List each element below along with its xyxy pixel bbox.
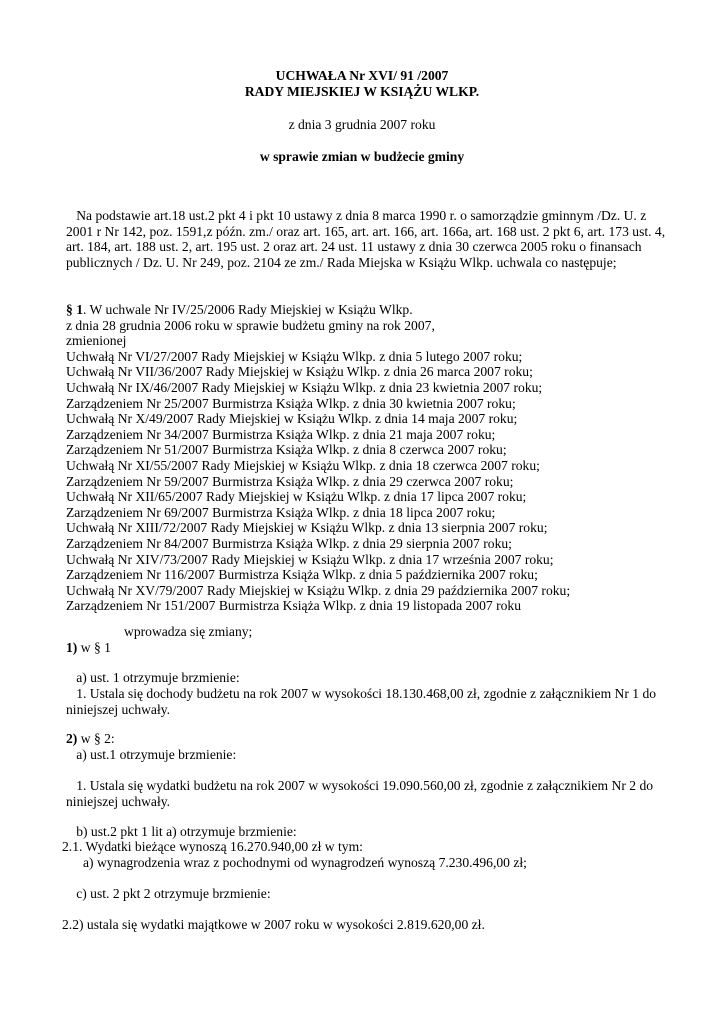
- point-1-ref: w § 1: [77, 640, 111, 655]
- point-2-c-label: c) ust. 2 pkt 2 otrzymuje brzmienie:: [66, 886, 271, 901]
- point-1-marker: 1): [66, 640, 78, 655]
- amendment-line: Uchwałą Nr XI/55/2007 Rady Miejskiej w Książu Wlkp. z dnia 18 czerwca 2007 roku;: [66, 457, 540, 473]
- title-line-2: RADY MIEJSKIEJ W KSIĄŻU WLKP.: [244, 84, 480, 99]
- section-1-intro-text: . W uchwale Nr IV/25/2006 Rady Miejskiej w Książu Wlkp.: [83, 302, 413, 317]
- point-2-c-text: 2.2) ustala się wydatki majątkowe w 2007 roku w wysokości 2.819.620,00 zł.: [62, 917, 485, 932]
- point-1-heading: [66, 640, 666, 656]
- changes-intro: wprowadza się zmiany;: [124, 624, 253, 639]
- section-1: [66, 302, 666, 614]
- amendment-line: Uchwałą Nr VII/36/2007 Rady Miejskiej w Książu Wlkp. z dnia 26 marca 2007 roku;: [66, 364, 533, 380]
- point-2-a-label: a) ust.1 otrzymuje brzmienie:: [66, 747, 237, 762]
- point-2-marker: 2): [66, 731, 78, 746]
- amendment-line: Zarządzeniem Nr 59/2007 Burmistrza Książa Wlkp. z dnia 29 czerwca 2007 roku;: [66, 473, 514, 489]
- amendment-line: Zarządzeniem Nr 69/2007 Burmistrza Książa Wlkp. z dnia 18 lipca 2007 roku;: [66, 504, 496, 520]
- title-line-1: UCHWAŁA Nr XVI/ 91 /2007: [275, 68, 449, 83]
- resolution-subject: w sprawie zmian w budżecie gminy: [259, 149, 465, 164]
- section-1-intro: [66, 302, 666, 318]
- section-marker: § 1: [66, 302, 83, 317]
- point-1-a-label: a) ust. 1 otrzymuje brzmienie:: [66, 670, 240, 685]
- preamble: Na podstawie art.18 ust.2 pkt 4 i pkt 10 ustawy z dnia 8 marca 1990 r. o samorządzie gminnym /Dz. U. z 2001 r Nr 142, poz. 1591,z późn. zm./ oraz art. 165, art. art. 166, art. 166a, art. 168 ust. 2 pkt 6, art. 173 ust. 4, art. 184, art. 188 ust. 2, art. 195 ust. 2 oraz art. 24 ust. 11 ustawy z dnia 30 czerwca 2005 roku o finansach publicznych / Dz. U. Nr 249, poz. 2104 ze zm./ Rada Miejska w Książu Wlkp. uchwala co następuje;: [66, 208, 669, 270]
- point-2-a-text: 1. Ustala się wydatki budżetu na rok 2007 w wysokości 19.090.560,00 zł, zgodnie z załącznikiem Nr 2 do niniejszej uchwały.: [66, 778, 657, 809]
- amendment-line: Zarządzeniem Nr 51/2007 Burmistrza Książa Wlkp. z dnia 8 czerwca 2007 roku;: [66, 442, 507, 458]
- amendment-line: Zarządzeniem Nr 34/2007 Burmistrza Książa Wlkp. z dnia 21 maja 2007 roku;: [66, 426, 496, 442]
- point-2-b-line-1: 2.1. Wydatki bieżące wynoszą 16.270.940,00 zł w tym:: [62, 839, 363, 854]
- amendment-line: Zarządzeniem Nr 84/2007 Burmistrza Książa Wlkp. z dnia 29 sierpnia 2007 roku;: [66, 535, 512, 551]
- point-2-b-label: b) ust.2 pkt 1 lit a) otrzymuje brzmienie:: [66, 824, 297, 839]
- amendment-line: Uchwałą Nr XIII/72/2007 Rady Miejskiej w Książu Wlkp. z dnia 13 sierpnia 2007 roku;: [66, 520, 548, 536]
- amendment-line: Uchwałą Nr XIV/73/2007 Rady Miejskiej w Książu Wlkp. z dnia 17 września 2007 roku;: [66, 551, 554, 567]
- amendment-line: Uchwałą Nr XV/79/2007 Rady Miejskiej w Książu Wlkp. z dnia 29 października 2007 roku;: [66, 582, 571, 598]
- amendment-line: Uchwałą Nr IX/46/2007 Rady Miejskiej w Książu Wlkp. z dnia 23 kwietnia 2007 roku;: [66, 379, 543, 395]
- point-2-b-line-2: a) wynagrodzenia wraz z pochodnymi od wynagrodzeń wynoszą 7.230.496,00 zł;: [66, 855, 527, 870]
- amendment-line: zmienionej: [66, 333, 127, 349]
- amendment-line: Zarządzeniem Nr 25/2007 Burmistrza Książa Wlkp. z dnia 30 kwietnia 2007 roku;: [66, 395, 516, 411]
- amendment-line: z dnia 28 grudnia 2006 roku w sprawie budżetu gminy na rok 2007,: [66, 317, 435, 333]
- amendment-line: Uchwałą Nr VI/27/2007 Rady Miejskiej w Książu Wlkp. z dnia 5 lutego 2007 roku;: [66, 348, 523, 364]
- amendment-line: Uchwałą Nr X/49/2007 Rady Miejskiej w Książu Wlkp. z dnia 14 maja 2007 roku;: [66, 411, 518, 427]
- amendment-line: Zarządzeniem Nr 151/2007 Burmistrza Książa Wlkp. z dnia 19 listopada 2007 roku: [66, 598, 522, 614]
- amendment-line: Uchwałą Nr XII/65/2007 Rady Miejskiej w Książu Wlkp. z dnia 17 lipca 2007 roku;: [66, 489, 527, 505]
- resolution-date: z dnia 3 grudnia 2007 roku: [288, 117, 436, 132]
- amendment-line: Zarządzeniem Nr 116/2007 Burmistrza Książa Wlkp. z dnia 5 października 2007 roku;: [66, 567, 538, 583]
- point-2-heading: [66, 731, 666, 747]
- point-1-a-text: 1. Ustala się dochody budżetu na rok 2007 w wysokości 18.130.468,00 zł, zgodnie z załącznikiem Nr 1 do niniejszej uchwały.: [66, 686, 660, 717]
- point-2-ref: w § 2:: [77, 731, 115, 746]
